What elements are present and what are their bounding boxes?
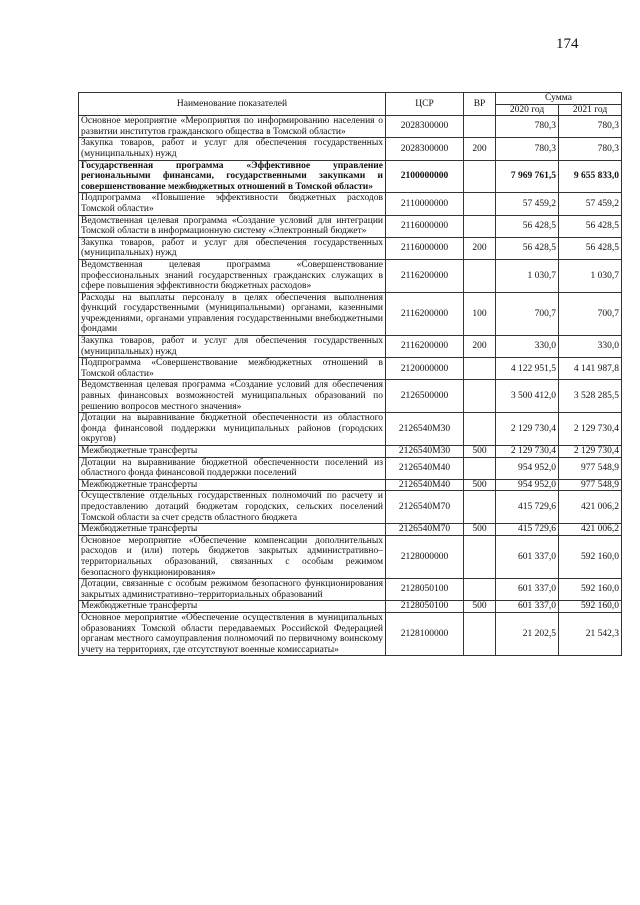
row-sum-2021: 421 006,2 (559, 491, 622, 524)
table-row (79, 116, 622, 138)
row-sum-2021: 592 160,0 (559, 601, 622, 613)
row-vr (464, 457, 496, 479)
row-name: Межбюджетные трансферты (79, 601, 386, 613)
row-csr: 2126540М40 (386, 457, 464, 479)
row-name: Дотации на выравнивание бюджетной обеспеченности из областного фонда финансовой поддержки муниципальных районов (городских округов) (79, 413, 386, 446)
table-row (79, 612, 622, 655)
row-sum-2021: 700,7 (559, 292, 622, 335)
table-row (79, 237, 622, 259)
row-sum-2021: 3 528 285,5 (559, 380, 622, 413)
row-sum-2021: 57 459,2 (559, 193, 622, 215)
table-row (79, 336, 622, 358)
row-vr (464, 612, 496, 655)
row-csr: 2116200000 (386, 292, 464, 335)
row-sum-2020: 21 202,5 (496, 612, 559, 655)
table-row (79, 524, 622, 536)
table-row (79, 413, 622, 446)
table-row (79, 138, 622, 160)
row-name: Межбюджетные трансферты (79, 524, 386, 536)
row-vr (464, 535, 496, 578)
row-name: Закупка товаров, работ и услуг для обеспечения государственных (муниципальных) нужд (79, 237, 386, 259)
row-vr (464, 215, 496, 237)
row-csr: 2128100000 (386, 612, 464, 655)
row-sum-2020: 415 729,6 (496, 524, 559, 536)
row-sum-2021: 21 542,3 (559, 612, 622, 655)
row-csr: 2116000000 (386, 237, 464, 259)
row-sum-2021: 780,3 (559, 138, 622, 160)
row-vr (464, 380, 496, 413)
row-name: Закупка товаров, работ и услуг для обеспечения государственных (муниципальных) нужд (79, 138, 386, 160)
row-csr: 2128050100 (386, 601, 464, 613)
row-vr (464, 193, 496, 215)
row-sum-2021: 592 160,0 (559, 535, 622, 578)
row-sum-2020: 601 337,0 (496, 535, 559, 578)
row-vr (464, 160, 496, 193)
table-row (79, 292, 622, 335)
row-name: Межбюджетные трансферты (79, 479, 386, 491)
row-sum-2020: 954 952,0 (496, 457, 559, 479)
row-csr: 2116000000 (386, 215, 464, 237)
row-csr: 2028300000 (386, 116, 464, 138)
row-name: Ведомственная целевая программа «Совершенствование профессиональных знаний государственных гражданских служащих в сфере повышения эффективности бюджетных расходов» (79, 259, 386, 292)
row-sum-2020: 601 337,0 (496, 579, 559, 601)
row-csr: 2128050100 (386, 579, 464, 601)
row-name: Основное мероприятие «Обеспечение осуществления в муниципальных образованиях Томской области передаваемых Российской Федерацией органам местного самоуправления полномочий по первичному воинскому учету на территориях, где отсутствуют военные комиссариаты» (79, 612, 386, 655)
row-csr: 2126540М40 (386, 479, 464, 491)
row-sum-2021: 421 006,2 (559, 524, 622, 536)
row-sum-2021: 780,3 (559, 116, 622, 138)
row-vr: 200 (464, 336, 496, 358)
row-sum-2020: 954 952,0 (496, 479, 559, 491)
table-row (79, 259, 622, 292)
row-name: Закупка товаров, работ и услуг для обеспечения государственных (муниципальных) нужд (79, 336, 386, 358)
row-vr: 500 (464, 446, 496, 458)
header-year-2021: 2021 год (559, 104, 622, 116)
row-sum-2020: 415 729,6 (496, 491, 559, 524)
header-csr: ЦСР (386, 93, 464, 116)
row-name: Осуществление отдельных государственных полномочий по расчету и предоставлению дотаций бюджетам городских, сельских поселений Томской области за счет средств областного бюджета (79, 491, 386, 524)
header-vr: ВР (464, 93, 496, 116)
row-sum-2020: 56 428,5 (496, 215, 559, 237)
table-row (79, 579, 622, 601)
header-name: Наименование показателей (79, 93, 386, 116)
row-vr: 500 (464, 524, 496, 536)
row-sum-2020: 1 030,7 (496, 259, 559, 292)
row-sum-2021: 56 428,5 (559, 215, 622, 237)
row-name: Расходы на выплаты персоналу в целях обеспечения выполнения функций государственными (муниципальными) органами, казенными учреждениями, органами управления государственными внебюджетными фондами (79, 292, 386, 335)
table-row (79, 160, 622, 193)
row-sum-2021: 330,0 (559, 336, 622, 358)
table-row (79, 601, 622, 613)
row-name: Дотации на выравнивание бюджетной обеспеченности поселений из областного фонда финансовой поддержки поселений (79, 457, 386, 479)
row-csr: 2126500000 (386, 380, 464, 413)
row-sum-2020: 780,3 (496, 138, 559, 160)
row-sum-2020: 7 969 761,5 (496, 160, 559, 193)
row-sum-2020: 3 500 412,0 (496, 380, 559, 413)
row-name: Дотации, связанные с особым режимом безопасного функционирования закрытых административно–территориальных образований (79, 579, 386, 601)
row-name: Основное мероприятие «Мероприятия по информированию населения о развитии институтов гражданского общества в Томской области» (79, 116, 386, 138)
table-row (79, 446, 622, 458)
row-sum-2021: 1 030,7 (559, 259, 622, 292)
row-vr (464, 116, 496, 138)
row-sum-2020: 2 129 730,4 (496, 446, 559, 458)
row-sum-2021: 4 141 987,8 (559, 358, 622, 380)
row-sum-2021: 2 129 730,4 (559, 413, 622, 446)
row-vr: 200 (464, 138, 496, 160)
row-sum-2021: 9 655 833,0 (559, 160, 622, 193)
row-sum-2020: 601 337,0 (496, 601, 559, 613)
row-vr: 500 (464, 601, 496, 613)
table-row (79, 380, 622, 413)
table-row (79, 491, 622, 524)
row-vr (464, 259, 496, 292)
row-name: Межбюджетные трансферты (79, 446, 386, 458)
table-row (79, 193, 622, 215)
row-vr (464, 579, 496, 601)
row-vr: 500 (464, 479, 496, 491)
row-sum-2020: 56 428,5 (496, 237, 559, 259)
row-vr (464, 358, 496, 380)
row-csr: 2100000000 (386, 160, 464, 193)
row-sum-2020: 700,7 (496, 292, 559, 335)
row-sum-2021: 977 548,9 (559, 479, 622, 491)
row-name: Основное мероприятие «Обеспечение компенсации дополнительных расходов и (или) потерь бюджетов закрытых административно–территориальных образований, связанных с особым режимом безопасного функционирования» (79, 535, 386, 578)
row-csr: 2126540М30 (386, 413, 464, 446)
row-csr: 2116200000 (386, 336, 464, 358)
row-name: Ведомственная целевая программа «Создание условий для интеграции Томской области в информационную систему «Электронный бюджет» (79, 215, 386, 237)
row-sum-2020: 780,3 (496, 116, 559, 138)
row-sum-2021: 2 129 730,4 (559, 446, 622, 458)
budget-table (78, 92, 622, 656)
row-csr: 2128000000 (386, 535, 464, 578)
row-vr (464, 413, 496, 446)
table-row (79, 479, 622, 491)
row-sum-2020: 2 129 730,4 (496, 413, 559, 446)
row-vr: 100 (464, 292, 496, 335)
row-csr: 2126540М70 (386, 491, 464, 524)
table-row (79, 457, 622, 479)
table-row (79, 535, 622, 578)
row-sum-2020: 4 122 951,5 (496, 358, 559, 380)
row-name: Подпрограмма «Совершенствование межбюджетных отношений в Томской области» (79, 358, 386, 380)
table-body (79, 116, 622, 656)
header-sum: Сумма (496, 93, 622, 105)
row-vr (464, 491, 496, 524)
page-number: 174 (556, 36, 579, 52)
row-name: Ведомственная целевая программа «Создание условий для обеспечения равных финансовых возможностей муниципальных образований по решению вопросов местного значения» (79, 380, 386, 413)
row-name: Подпрограмма «Повышение эффективности бюджетных расходов Томской области» (79, 193, 386, 215)
row-csr: 2028300000 (386, 138, 464, 160)
row-csr: 2126540М70 (386, 524, 464, 536)
row-csr: 2116200000 (386, 259, 464, 292)
row-sum-2020: 57 459,2 (496, 193, 559, 215)
row-sum-2021: 977 548,9 (559, 457, 622, 479)
table-row (79, 215, 622, 237)
row-sum-2020: 330,0 (496, 336, 559, 358)
row-csr: 2126540М30 (386, 446, 464, 458)
row-csr: 2110000000 (386, 193, 464, 215)
row-name: Государственная программа «Эффективное управление региональными финансами, государственными закупками и совершенствование межбюджетных отношений в Томской области» (79, 160, 386, 193)
header-year-2020: 2020 год (496, 104, 559, 116)
row-vr: 200 (464, 237, 496, 259)
row-sum-2021: 56 428,5 (559, 237, 622, 259)
row-csr: 2120000000 (386, 358, 464, 380)
table-header-row (79, 93, 622, 105)
row-sum-2021: 592 160,0 (559, 579, 622, 601)
table-row (79, 358, 622, 380)
